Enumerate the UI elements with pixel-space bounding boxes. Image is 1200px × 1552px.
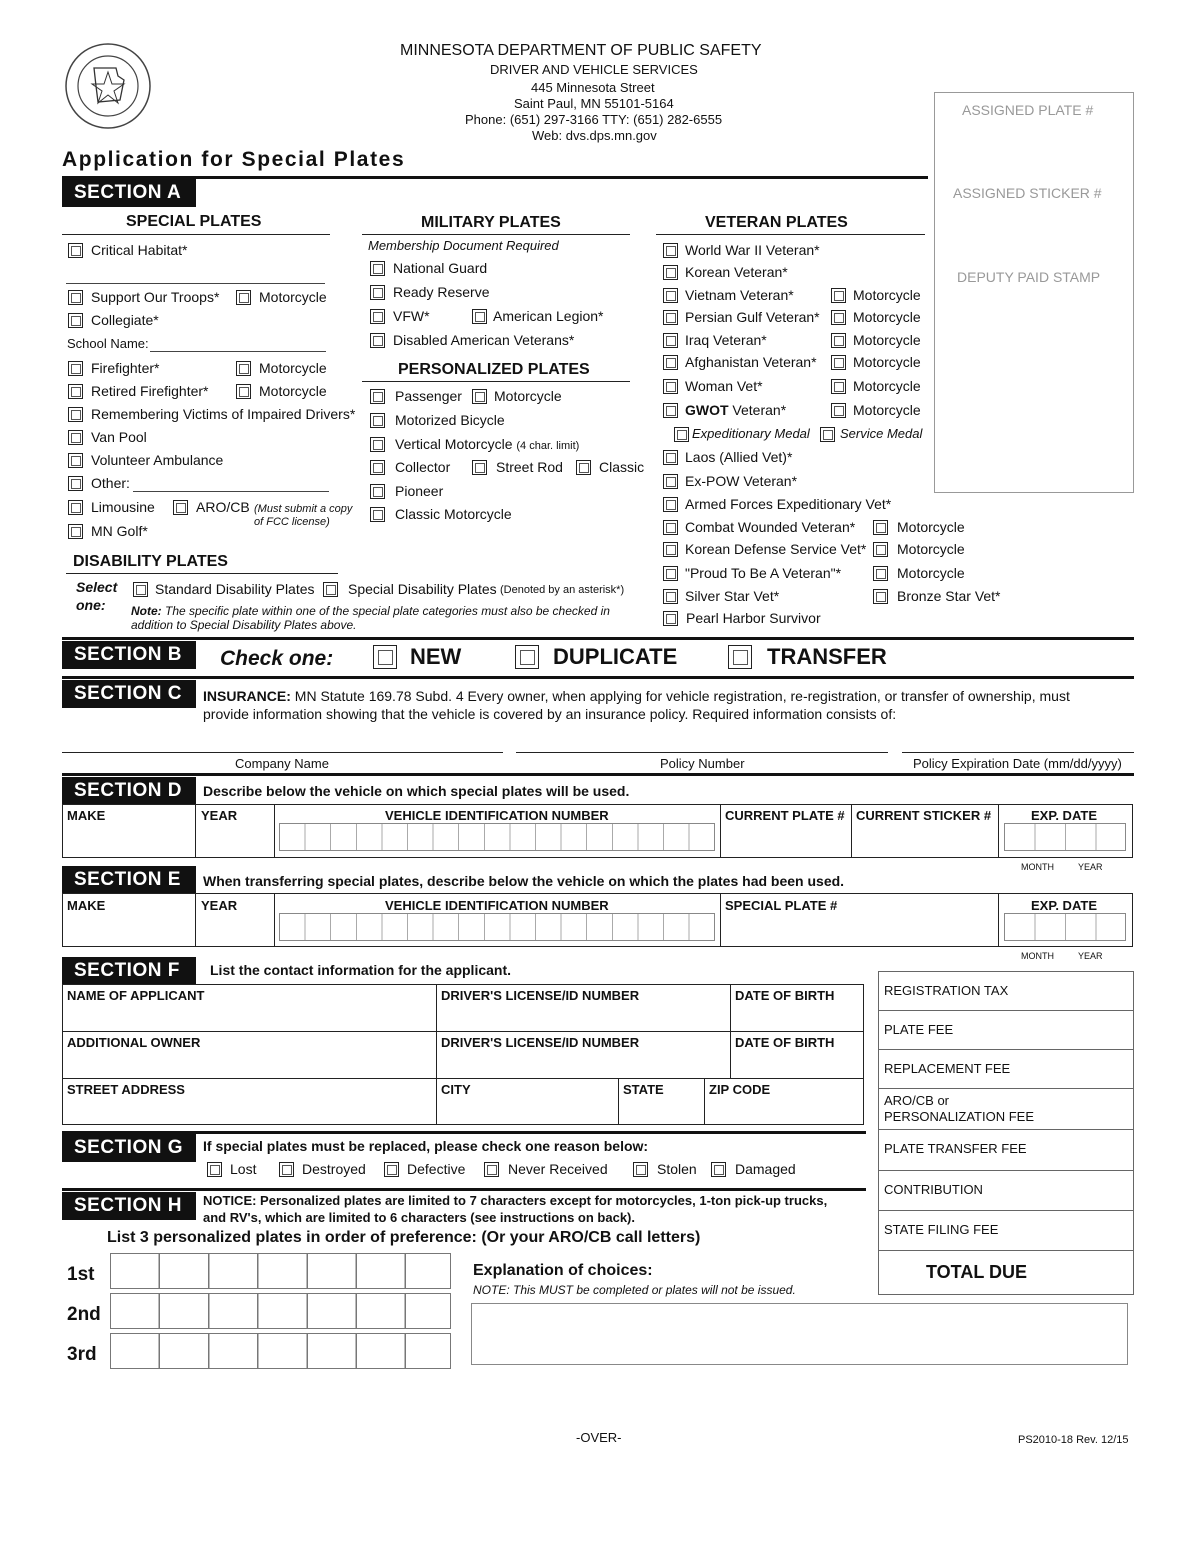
special-disability-label: Special Disability Plates	[348, 581, 497, 597]
gwot-motorcycle-checkbox[interactable]	[831, 403, 846, 418]
explanation-field[interactable]	[471, 1303, 1128, 1365]
bronze-star-label: Bronze Star Vet*	[897, 588, 1001, 604]
total-due-label: TOTAL DUE	[926, 1262, 1028, 1282]
service-medal-label: Service Medal	[840, 426, 923, 441]
gwot-veteran-checkbox[interactable]	[663, 403, 678, 418]
section-h-bar: SECTION H	[62, 1192, 196, 1220]
year-header-e: YEAR	[201, 898, 238, 913]
support-troops-label: Support Our Troops*	[91, 289, 220, 305]
section-a-bar: SECTION A	[62, 179, 196, 207]
exp-date-header-d: EXP. DATE	[1031, 808, 1097, 823]
damaged-label: Damaged	[735, 1161, 796, 1177]
bronze-star-checkbox[interactable]	[873, 589, 888, 604]
third-choice-label: 3rd	[67, 1344, 97, 1365]
critical-habitat-label: Critical Habitat*	[91, 242, 188, 258]
second-choice-label: 2nd	[67, 1304, 101, 1325]
special-plate-header: SPECIAL PLATE #	[725, 898, 838, 913]
proud-veteran-motorcycle-checkbox[interactable]	[873, 566, 888, 581]
header-street: 445 Minnesota Street	[531, 80, 655, 95]
firefighter-label: Firefighter*	[91, 360, 160, 376]
explanation-heading: Explanation of choices:	[473, 1262, 653, 1279]
collegiate-checkbox[interactable]	[68, 313, 83, 328]
header-city: Saint Paul, MN 55101-5164	[514, 96, 674, 111]
replacement-fee-label: REPLACEMENT FEE	[884, 1061, 1011, 1076]
afghanistan-motorcycle-checkbox[interactable]	[831, 355, 846, 370]
standard-disability-checkbox[interactable]	[133, 582, 148, 597]
ready-reserve-checkbox[interactable]	[370, 285, 385, 300]
ww2-veteran-label: World War II Veteran*	[685, 242, 820, 258]
exp-date-cells-d[interactable]	[1004, 823, 1126, 851]
header-department: MINNESOTA DEPARTMENT OF PUBLIC SAFETY	[400, 42, 762, 59]
exp-date-header-e: EXP. DATE	[1031, 898, 1097, 913]
state-label: STATE	[623, 1082, 664, 1097]
firefighter-motorcycle-checkbox[interactable]	[236, 361, 251, 376]
state-seal-logo	[64, 42, 152, 130]
section-d-description: Describe below the vehicle on which special plates will be used.	[203, 783, 630, 799]
vietnam-veteran-label: Vietnam Veteran*	[685, 287, 794, 303]
check-one-label: Check one:	[220, 647, 334, 670]
iraq-veteran-checkbox[interactable]	[663, 333, 678, 348]
section-c-bar: SECTION C	[62, 680, 196, 708]
office-use-box	[934, 92, 1134, 493]
assigned-sticker-label: ASSIGNED STICKER #	[953, 185, 1102, 201]
motorized-bicycle-checkbox[interactable]	[370, 413, 385, 428]
armed-forces-checkbox[interactable]	[663, 497, 678, 512]
vin-header-e: VEHICLE IDENTIFICATION NUMBER	[385, 898, 609, 913]
pearl-harbor-label: Pearl Harbor Survivor	[686, 610, 821, 626]
korean-veteran-checkbox[interactable]	[663, 265, 678, 280]
american-legion-checkbox[interactable]	[472, 309, 487, 324]
section-f-bar: SECTION F	[62, 957, 196, 985]
vin-header-d: VEHICLE IDENTIFICATION NUMBER	[385, 808, 609, 823]
year-label-d: YEAR	[1078, 862, 1103, 872]
persian-gulf-label: Persian Gulf Veteran*	[685, 309, 820, 325]
section-b-bar: SECTION B	[62, 641, 196, 669]
vertical-motorcycle-checkbox[interactable]	[370, 437, 385, 452]
standard-disability-label: Standard Disability Plates	[155, 581, 315, 597]
plate-fee-label: PLATE FEE	[884, 1022, 954, 1037]
destroyed-label: Destroyed	[302, 1161, 366, 1177]
persian-gulf-motorcycle-checkbox[interactable]	[831, 310, 846, 325]
form-number: PS2010-18 Rev. 12/15	[1018, 1434, 1129, 1446]
header-division: DRIVER AND VEHICLE SERVICES	[490, 62, 698, 77]
other-field[interactable]	[133, 491, 329, 492]
drivers-license-label: DRIVER'S LICENSE/ID NUMBER	[441, 988, 640, 1003]
proud-veteran-label: "Proud To Be A Veteran"*	[685, 565, 842, 581]
personalized-motorcycle-checkbox[interactable]	[472, 389, 487, 404]
policy-expiration-label: Policy Expiration Date (mm/dd/yyyy)	[913, 756, 1122, 771]
first-choice-label: 1st	[67, 1264, 95, 1285]
expeditionary-medal-checkbox[interactable]	[674, 427, 689, 442]
contribution-label: CONTRIBUTION	[884, 1182, 983, 1197]
vietnam-veteran-checkbox[interactable]	[663, 288, 678, 303]
disabled-veterans-label: Disabled American Veterans*	[393, 332, 575, 348]
disability-note-2: addition to Special Disability Plates above.	[131, 618, 357, 632]
armed-forces-label: Armed Forces Expeditionary Vet*	[685, 496, 892, 512]
combat-wounded-label: Combat Wounded Veteran*	[685, 519, 856, 535]
combat-wounded-motorcycle-label: Motorcycle	[897, 519, 965, 535]
street-address-label: STREET ADDRESS	[67, 1082, 185, 1097]
school-name-field[interactable]	[150, 351, 326, 352]
section-e-description: When transferring special plates, describe below the vehicle on which the plates had been used.	[203, 873, 845, 889]
retired-firefighter-motorcycle-label: Motorcycle	[259, 383, 327, 399]
proud-veteran-motorcycle-label: Motorcycle	[897, 565, 965, 581]
never-received-checkbox[interactable]	[484, 1162, 499, 1177]
stolen-checkbox[interactable]	[633, 1162, 648, 1177]
lost-checkbox[interactable]	[207, 1162, 222, 1177]
collegiate-label: Collegiate*	[91, 312, 159, 328]
ww2-veteran-checkbox[interactable]	[663, 243, 678, 258]
section-e-bar: SECTION E	[62, 866, 196, 894]
limousine-checkbox[interactable]	[68, 500, 83, 515]
vietnam-motorcycle-label: Motorcycle	[853, 287, 921, 303]
volunteer-ambulance-checkbox[interactable]	[68, 453, 83, 468]
collector-label: Collector	[395, 459, 451, 475]
remembering-victims-label: Remembering Victims of Impaired Drivers*	[91, 406, 356, 422]
afghanistan-veteran-label: Afghanistan Veteran*	[685, 354, 817, 370]
section-d-bar: SECTION D	[62, 777, 196, 805]
list-plates-heading: List 3 personalized plates in order of preference: (Or your ARO/CB call letters)	[107, 1229, 701, 1246]
aro-fee-label-1: ARO/CB or	[884, 1093, 950, 1108]
personalized-motorcycle-label: Motorcycle	[494, 388, 562, 404]
section-g-bar: SECTION G	[62, 1134, 196, 1162]
collector-checkbox[interactable]	[370, 460, 385, 475]
date-of-birth-label-2: DATE OF BIRTH	[735, 1035, 835, 1050]
select-one-label-1: Select	[76, 579, 118, 595]
motorized-bicycle-label: Motorized Bicycle	[395, 412, 505, 428]
state-filing-fee-label: STATE FILING FEE	[884, 1222, 999, 1237]
persian-gulf-checkbox[interactable]	[663, 310, 678, 325]
expeditionary-medal-label: Expeditionary Medal	[692, 426, 810, 441]
iraq-veteran-label: Iraq Veteran*	[685, 332, 767, 348]
vin-char-cells-d[interactable]	[279, 823, 715, 851]
laos-checkbox[interactable]	[663, 450, 678, 465]
explanation-note: NOTE: This MUST be completed or plates will not be issued.	[473, 1283, 796, 1297]
never-received-label: Never Received	[508, 1161, 608, 1177]
assigned-plate-label: ASSIGNED PLATE #	[962, 102, 1094, 118]
firefighter-checkbox[interactable]	[68, 361, 83, 376]
national-guard-checkbox[interactable]	[370, 261, 385, 276]
section-g-description: If special plates must be replaced, please check one reason below:	[203, 1138, 649, 1154]
korean-veteran-label: Korean Veteran*	[685, 264, 788, 280]
laos-label: Laos (Allied Vet)*	[685, 449, 793, 465]
afghanistan-veteran-checkbox[interactable]	[663, 355, 678, 370]
second-choice-cells[interactable]	[110, 1293, 451, 1329]
american-legion-label: American Legion*	[493, 308, 604, 324]
support-troops-checkbox[interactable]	[68, 290, 83, 305]
pioneer-label: Pioneer	[395, 483, 444, 499]
defective-label: Defective	[407, 1161, 466, 1177]
deputy-paid-stamp-label: DEPUTY PAID STAMP	[957, 269, 1101, 285]
make-header-d: MAKE	[67, 808, 106, 823]
transfer-checkbox[interactable]	[728, 645, 752, 669]
city-label: CITY	[441, 1082, 471, 1097]
duplicate-label: DUPLICATE	[553, 644, 678, 669]
personalized-plates-heading: PERSONALIZED PLATES	[398, 361, 590, 378]
aro-cb-note-1: (Must submit a copy	[254, 503, 353, 515]
volunteer-ambulance-label: Volunteer Ambulance	[91, 452, 224, 468]
policy-number-label: Policy Number	[660, 756, 745, 771]
mn-golf-checkbox[interactable]	[68, 524, 83, 539]
special-disability-checkbox[interactable]	[323, 582, 338, 597]
insurance-text-1: INSURANCE: MN Statute 169.78 Subd. 4 Every owner, when applying for vehicle registration, re-registration, or transfer of ownership, must	[203, 688, 1070, 704]
lost-label: Lost	[230, 1161, 257, 1177]
street-rod-label: Street Rod	[496, 459, 563, 475]
woman-vet-motorcycle-label: Motorcycle	[853, 378, 921, 394]
afghanistan-motorcycle-label: Motorcycle	[853, 354, 921, 370]
remembering-victims-checkbox[interactable]	[68, 407, 83, 422]
stolen-label: Stolen	[657, 1161, 697, 1177]
street-rod-checkbox[interactable]	[472, 460, 487, 475]
transfer-label: TRANSFER	[767, 644, 887, 669]
policy-number-field[interactable]	[516, 752, 888, 753]
classic-motorcycle-checkbox[interactable]	[370, 507, 385, 522]
date-of-birth-label: DATE OF BIRTH	[735, 988, 835, 1003]
classic-checkbox[interactable]	[576, 460, 591, 475]
over-label: -OVER-	[576, 1430, 622, 1445]
new-label: NEW	[410, 644, 462, 669]
other-checkbox[interactable]	[68, 476, 83, 491]
exp-date-cells-e[interactable]	[1004, 913, 1126, 941]
proud-veteran-checkbox[interactable]	[663, 566, 678, 581]
disability-note: Note: The specific plate within one of the special plate categories must also be checked in	[131, 604, 610, 618]
disability-plates-heading: DISABILITY PLATES	[73, 553, 228, 570]
current-sticker-header: CURRENT STICKER #	[856, 808, 992, 823]
silver-star-checkbox[interactable]	[663, 589, 678, 604]
ready-reserve-label: Ready Reserve	[393, 284, 490, 300]
fee-table	[878, 971, 1134, 1295]
new-checkbox[interactable]	[373, 645, 397, 669]
vietnam-motorcycle-checkbox[interactable]	[831, 288, 846, 303]
vfw-checkbox[interactable]	[370, 309, 385, 324]
disabled-veterans-checkbox[interactable]	[370, 333, 385, 348]
mn-golf-label: MN Golf*	[91, 523, 148, 539]
combat-wounded-motorcycle-checkbox[interactable]	[873, 520, 888, 535]
veteran-plates-heading: VETERAN PLATES	[705, 214, 848, 231]
korean-defense-motorcycle-label: Motorcycle	[897, 541, 965, 557]
support-troops-motorcycle-checkbox[interactable]	[236, 290, 251, 305]
duplicate-checkbox[interactable]	[515, 645, 539, 669]
registration-tax-label: REGISTRATION TAX	[884, 983, 1009, 998]
korean-defense-motorcycle-checkbox[interactable]	[873, 542, 888, 557]
form-title: Application for Special Plates	[62, 148, 406, 171]
limousine-label: Limousine	[91, 499, 155, 515]
retired-firefighter-motorcycle-checkbox[interactable]	[236, 384, 251, 399]
military-plates-heading: MILITARY PLATES	[421, 214, 561, 231]
notice-line-1: NOTICE: Personalized plates are limited to 7 characters except for motorcycles, 1-ton pick-up trucks,	[203, 1193, 828, 1208]
ex-pow-checkbox[interactable]	[663, 474, 678, 489]
additional-owner-label: ADDITIONAL OWNER	[67, 1035, 201, 1050]
support-troops-motorcycle-label: Motorcycle	[259, 289, 327, 305]
applicant-table	[62, 984, 864, 1125]
aro-cb-label: ARO/CB	[196, 499, 250, 515]
classic-motorcycle-label: Classic Motorcycle	[395, 506, 512, 522]
month-label-d: MONTH	[1021, 862, 1054, 872]
firefighter-motorcycle-label: Motorcycle	[259, 360, 327, 376]
insurance-text-2: provide information showing that the vehicle is covered by an insurance policy. Required information consists of:	[203, 706, 897, 722]
ex-pow-label: Ex-POW Veteran*	[685, 473, 798, 489]
third-choice-cells[interactable]	[110, 1333, 451, 1369]
header-web: Web: dvs.dps.mn.gov	[532, 128, 657, 143]
passenger-checkbox[interactable]	[370, 389, 385, 404]
persian-gulf-motorcycle-label: Motorcycle	[853, 309, 921, 325]
retired-firefighter-checkbox[interactable]	[68, 384, 83, 399]
woman-vet-label: Woman Vet*	[685, 378, 763, 394]
retired-firefighter-label: Retired Firefighter*	[91, 383, 209, 399]
make-header-e: MAKE	[67, 898, 106, 913]
pearl-harbor-checkbox[interactable]	[663, 611, 678, 626]
woman-vet-checkbox[interactable]	[663, 379, 678, 394]
first-choice-cells[interactable]	[110, 1253, 451, 1289]
special-disability-note: (Denoted by an asterisk*)	[500, 584, 625, 596]
zip-code-label: ZIP CODE	[709, 1082, 771, 1097]
korean-defense-checkbox[interactable]	[663, 542, 678, 557]
year-header-d: YEAR	[201, 808, 238, 823]
aro-cb-checkbox[interactable]	[173, 500, 188, 515]
membership-document-note: Membership Document Required	[368, 238, 559, 253]
special-plates-heading: SPECIAL PLATES	[126, 213, 262, 230]
passenger-label: Passenger	[395, 388, 462, 404]
woman-vet-motorcycle-checkbox[interactable]	[831, 379, 846, 394]
vfw-label: VFW*	[393, 308, 430, 324]
aro-fee-label-2: PERSONALIZATION FEE	[884, 1109, 1035, 1124]
gwot-veteran-label: GWOT Veteran*	[685, 402, 787, 418]
van-pool-checkbox[interactable]	[68, 430, 83, 445]
damaged-checkbox[interactable]	[711, 1162, 726, 1177]
name-of-applicant-label: NAME OF APPLICANT	[67, 988, 205, 1003]
policy-expiration-field[interactable]	[902, 752, 1134, 753]
iraq-motorcycle-label: Motorcycle	[853, 332, 921, 348]
notice-line-2: and RV's, which are limited to 6 characters (see instructions on back).	[203, 1210, 635, 1225]
service-medal-checkbox[interactable]	[820, 427, 835, 442]
gwot-motorcycle-label: Motorcycle	[853, 402, 921, 418]
header-phone: Phone: (651) 297-3166 TTY: (651) 282-6555	[465, 112, 723, 127]
year-label-e: YEAR	[1078, 951, 1103, 961]
silver-star-label: Silver Star Vet*	[685, 588, 780, 604]
classic-label: Classic	[599, 459, 645, 475]
aro-cb-note-2: of FCC license)	[254, 516, 330, 528]
current-plate-header: CURRENT PLATE #	[725, 808, 845, 823]
drivers-license-label-2: DRIVER'S LICENSE/ID NUMBER	[441, 1035, 640, 1050]
company-name-label: Company Name	[235, 756, 329, 771]
combat-wounded-checkbox[interactable]	[663, 520, 678, 535]
iraq-motorcycle-checkbox[interactable]	[831, 333, 846, 348]
other-label: Other:	[91, 475, 130, 491]
plate-transfer-fee-label: PLATE TRANSFER FEE	[884, 1141, 1027, 1156]
company-name-field[interactable]	[62, 752, 503, 753]
critical-habitat-checkbox[interactable]	[68, 243, 83, 258]
defective-checkbox[interactable]	[384, 1162, 399, 1177]
van-pool-label: Van Pool	[91, 429, 147, 445]
pioneer-checkbox[interactable]	[370, 484, 385, 499]
korean-defense-label: Korean Defense Service Vet*	[685, 541, 867, 557]
section-f-description: List the contact information for the applicant.	[210, 962, 512, 978]
vin-char-cells-e[interactable]	[279, 913, 715, 941]
vertical-motorcycle-label: Vertical Motorcycle (4 char. limit)	[395, 436, 580, 452]
month-label-e: MONTH	[1021, 951, 1054, 961]
select-one-label-2: one:	[76, 597, 106, 613]
destroyed-checkbox[interactable]	[279, 1162, 294, 1177]
school-name-label: School Name:	[67, 336, 149, 351]
national-guard-label: National Guard	[393, 260, 488, 276]
